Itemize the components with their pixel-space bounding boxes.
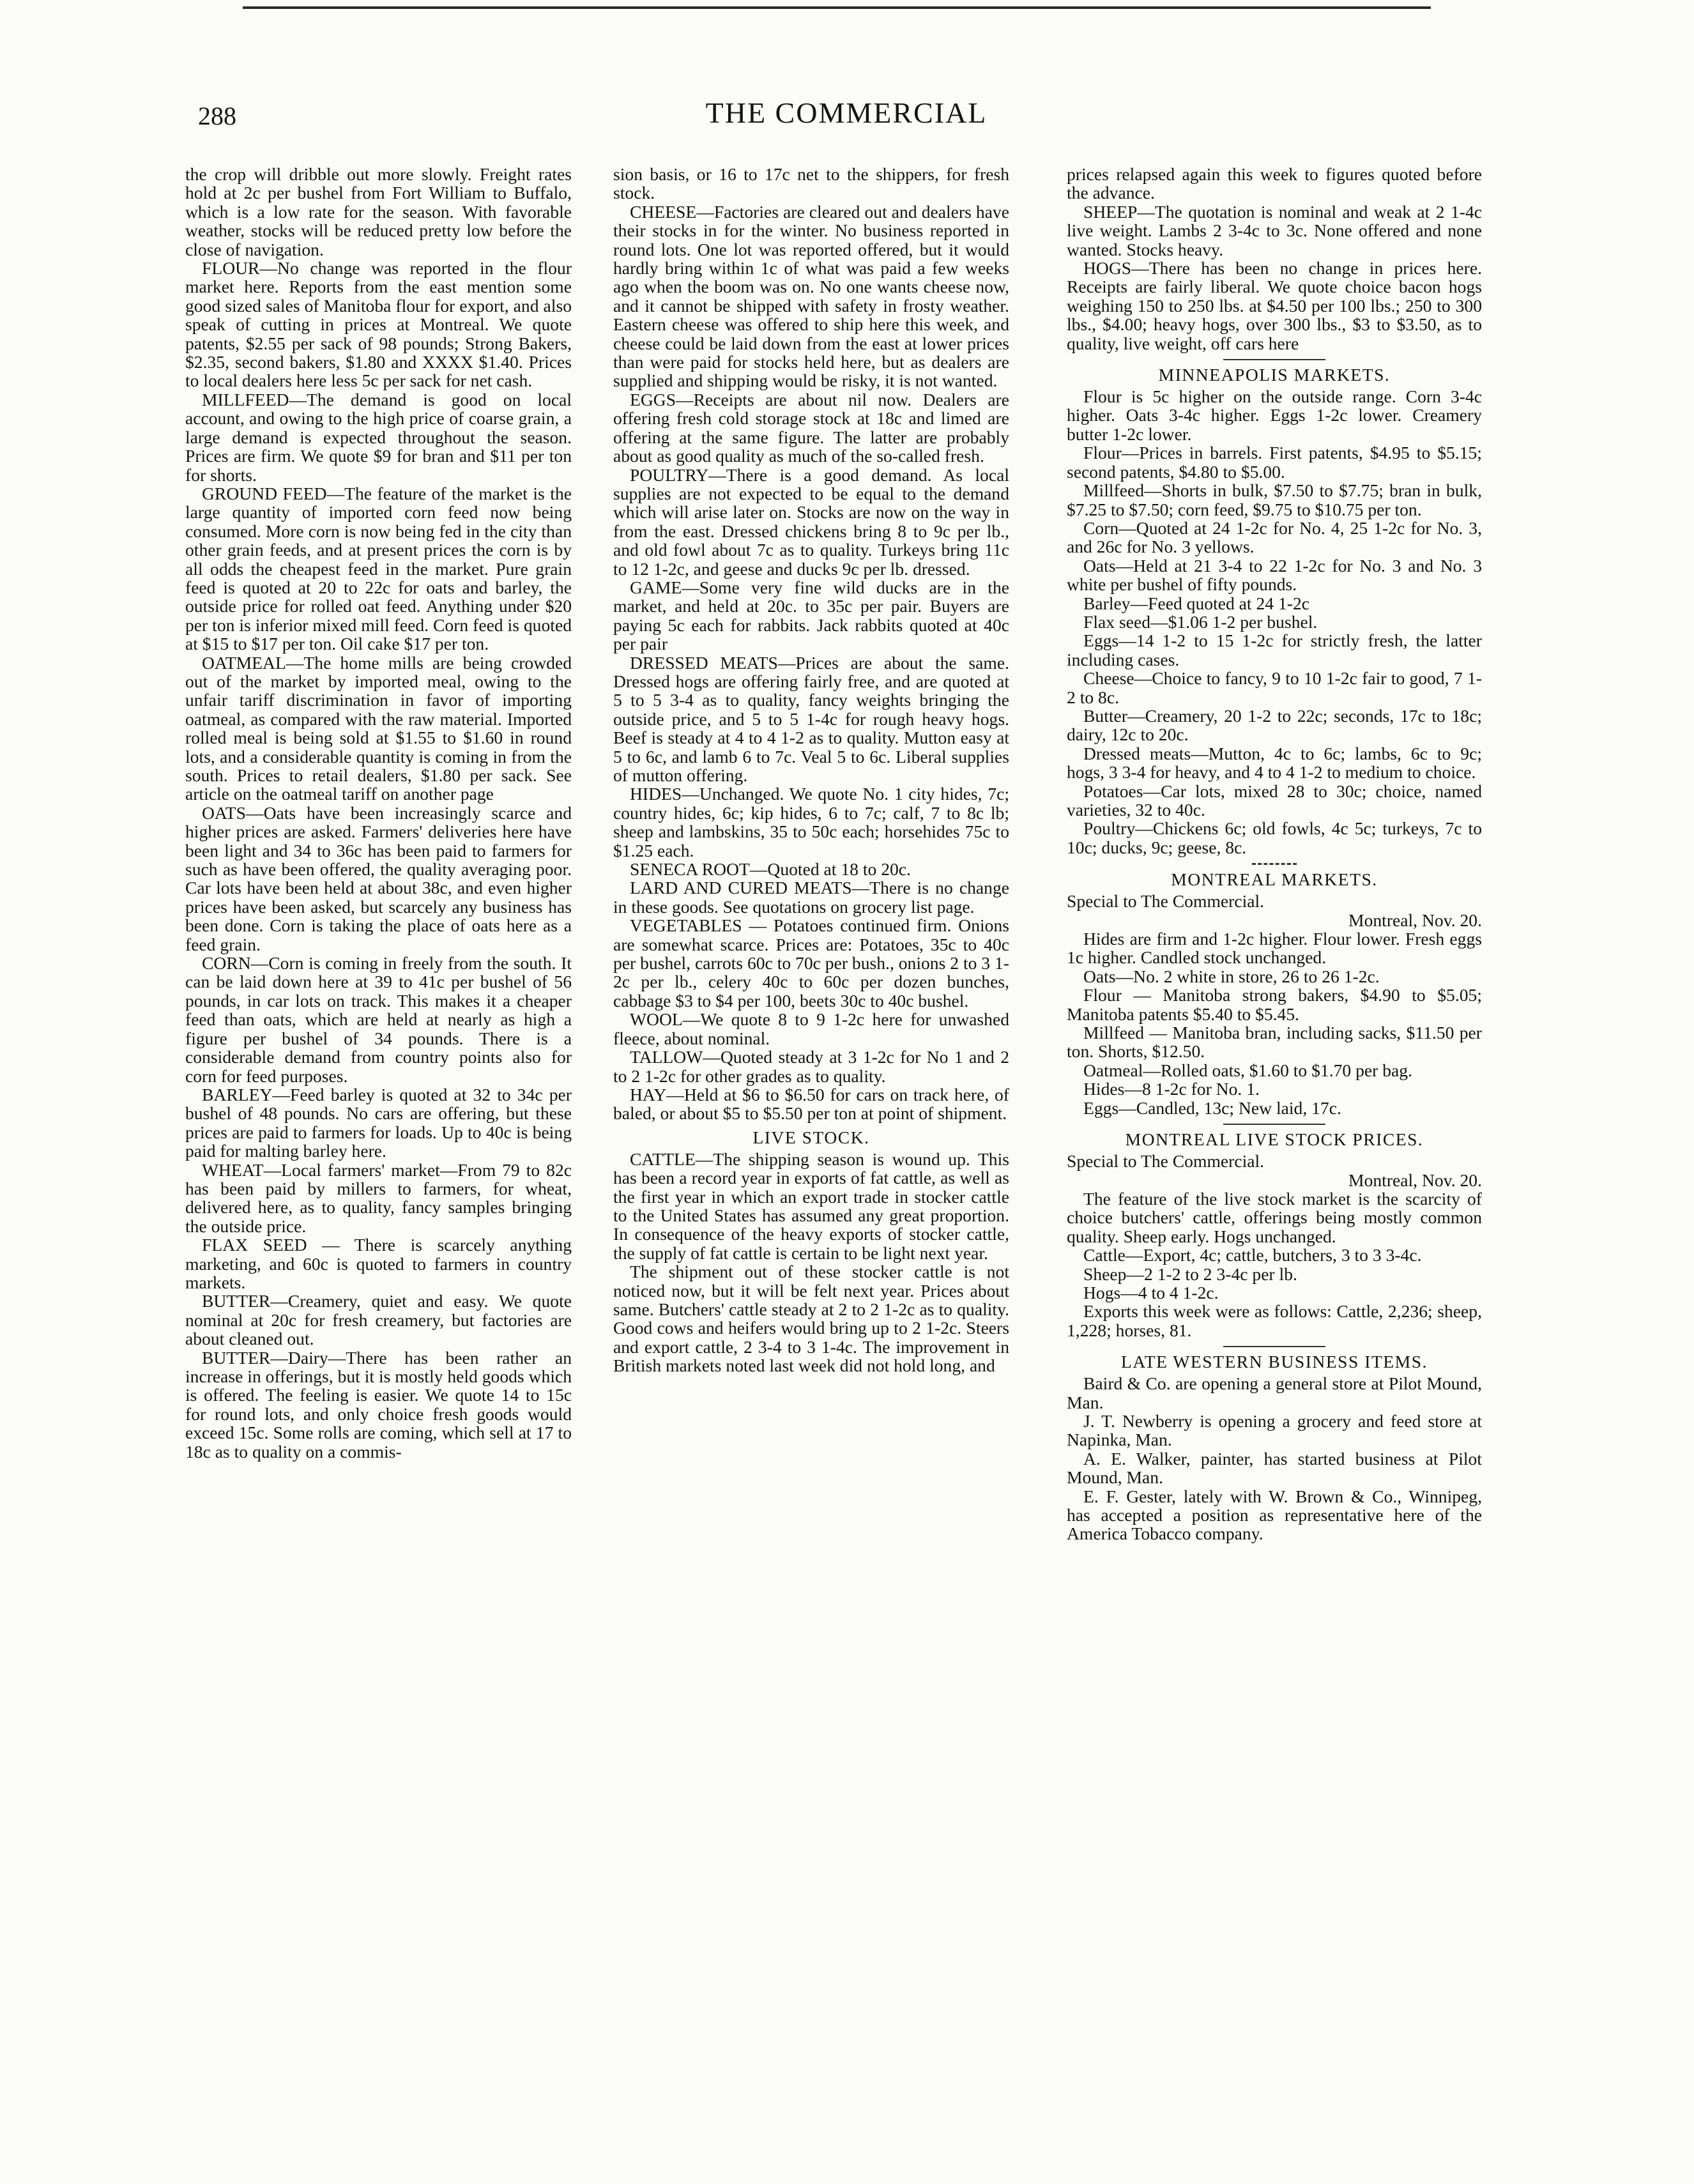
article-paragraph: Corn—Quoted at 24 1-2c for No. 4, 25 1-2c for No. 3, and 26c for No. 3 yellows.	[1067, 517, 1482, 557]
article-paragraph: DRESSED MEATS—Prices are about the same. Dressed hogs are offering fairly free, and are quoted at 5 to 5 3-4 as to quality, fancy weights bringing the outside price, and 5 to 5 1-4c for rough heavy hogs. Beef is steady at 4 to 4 1-2 as to quality. Mutton easy at 5 to 6c, and lamb 6 to 7c. Veal 5 to 6c. Liberal supplies of mutton offering.	[613, 652, 1009, 785]
article-paragraph: SENECA ROOT—Quoted at 18 to 20c.	[630, 859, 911, 880]
article-paragraph: WOOL—We quote 8 to 9 1-2c here for unwashed fleece, about nominal.	[613, 1009, 1009, 1048]
article-paragraph: Eggs—Candled, 13c; New laid, 17c.	[1083, 1097, 1341, 1118]
article-paragraph: Poultry—Chickens 6c; old fowls, 4c 5c; turkeys, 7c to 10c; ducks, 9c; geese, 8c.	[1067, 818, 1482, 857]
article-paragraph: BARLEY—Feed barley is quoted at 32 to 34c per bushel of 48 pounds. No cars are offering, but these prices are paid to farmers for loads. Up to 40c is being paid for malting barley here.	[185, 1084, 572, 1161]
article-paragraph: E. F. Gester, lately with W. Brown & Co., Winnipeg, has accepted a position as representative here of the America Tobacco company.	[1067, 1486, 1482, 1544]
special-notice: Special to The Commercial.	[1067, 891, 1265, 912]
dateline: Montreal, Nov. 20.	[1348, 1170, 1482, 1190]
article-paragraph: CORN—Corn is coming in freely from the south. It can be laid down here at 39 to 41c per bushel of 56 pounds, in car lots on track. This makes it a cheaper feed than oats, which are held at nearly as high a figure per bushel of 34 pounds. There is a considerable demand from country points also for corn for feed purposes.	[185, 953, 572, 1086]
article-paragraph: Millfeed—Shorts in bulk, $7.50 to $7.75; bran in bulk, $7.25 to $7.50; corn feed, $9.75 to $10.75 per ton.	[1067, 480, 1482, 519]
article-paragraph: Eggs—14 1-2 to 15 1-2c for strictly fresh, the latter including cases.	[1067, 630, 1482, 669]
article-paragraph: Hides are firm and 1-2c higher. Flour lower. Fresh eggs 1c higher. Candled stock unchanged.	[1067, 929, 1482, 968]
section-heading: LATE WESTERN BUSINESS ITEMS.	[1121, 1352, 1428, 1372]
article-paragraph: Exports this week were as follows: Cattle, 2,236; sheep, 1,228; horses, 81.	[1067, 1301, 1482, 1340]
article-paragraph: SHEEP—The quotation is nominal and weak at 2 1-4c live weight. Lambs 2 3-4c to 3c. None offered and none wanted. Stocks heavy.	[1067, 201, 1482, 259]
page-header	[192, 96, 1501, 141]
article-paragraph: HAY—Held at $6 to $6.50 for cars on track here, of baled, or about $5 to $5.50 per ton at point of shipment.	[613, 1084, 1009, 1124]
section-heading: LIVE STOCK.	[752, 1127, 870, 1147]
article-paragraph: FLAX SEED — There is scarcely anything marketing, and 60c is quoted to farmers in country markets.	[185, 1235, 572, 1292]
article-paragraph: FLOUR—No change was reported in the flour market here. Reports from the east mention some good sized sales of Manitoba flour for export, and also speak of cutting in prices at Montreal. We quote patents, $2.55 per sack of 98 pounds; Strong Bakers, $2.35, second bakers, $1.80 and XXXX $1.40. Prices to local dealers here less 5c per sack for net cash.	[185, 258, 572, 391]
column-1	[185, 165, 572, 2094]
article-paragraph: Flour — Manitoba strong bakers, $4.90 to $5.05; Manitoba patents $5.40 to $5.45.	[1067, 985, 1482, 1024]
column-2	[613, 165, 1009, 2094]
section-divider	[1252, 863, 1297, 865]
article-paragraph: BUTTER—Dairy—There has been rather an increase in offerings, but it is mostly held goods which is offered. The feeling is easier. We quote 14 to 15c for round lots, and only choice fresh goods would exceed 15c. Some rolls are coming, which sell at 17 to 18c as to quality on a commis-	[185, 1347, 572, 1462]
article-paragraph: Flour is 5c higher on the outside range. Corn 3-4c higher. Oats 3-4c higher. Eggs 1-2c lower. Creamery butter 1-2c lower.	[1067, 386, 1482, 444]
article-paragraph: HIDES—Unchanged. We quote No. 1 city hides, 7c; country hides, 6c; kip hides, 6 to 7c; calf, 7 to 8c lb; sheep and lambskins, 35 to 50c each; horsehides 75c to $1.25 each.	[613, 784, 1009, 860]
article-paragraph: HOGS—There has been no change in prices here. Receipts are fairly liberal. We quote choice bacon hogs weighing 150 to 250 lbs. at $4.50 per 100 lbs.; 250 to 300 lbs., $4.00; heavy hogs, over 300 lbs., $3 to $3.50, as to quality, live weight, off cars here	[1067, 258, 1482, 353]
article-paragraph: Sheep—2 1-2 to 2 3-4c per lb.	[1083, 1264, 1297, 1284]
article-paragraph: Barley—Feed quoted at 24 1-2c	[1083, 593, 1310, 613]
article-paragraph: Butter—Creamery, 20 1-2 to 22c; seconds, 17c to 18c; dairy, 12c to 20c.	[1067, 705, 1482, 745]
section-divider	[1223, 1124, 1325, 1125]
article-paragraph: LARD AND CURED MEATS—There is no change in these goods. See quotations on grocery list page.	[613, 878, 1009, 917]
article-paragraph: POULTRY—There is a good demand. As local supplies are not expected to be equal to the demand which will arise later on. Stocks are now on the way in from the east. Dressed chickens bring 8 to 9c per lb., and old fowl about 7c as to quality. Turkeys bring 11c to 12 1-2c, and geese and ducks 9c per lb. dressed.	[613, 464, 1009, 579]
section-heading: MONTREAL LIVE STOCK PRICES.	[1125, 1129, 1424, 1150]
article-paragraph: OATS—Oats have been increasingly scarce and higher prices are asked. Farmers' deliveries here have been light and 34 to 36c has been paid to farmers for such as have been offered, the quality averaging poor. Car lots have been held at about 38c, and even higher prices have been asked, but scarcely any business has been done. Corn is taking the place of oats here as a feed grain.	[185, 802, 572, 954]
article-paragraph: J. T. Newberry is opening a grocery and feed store at Napinka, Man.	[1067, 1410, 1482, 1450]
special-notice: Special to The Commercial.	[1067, 1151, 1265, 1172]
article-paragraph: Oats—Held at 21 3-4 to 22 1-2c for No. 3 and No. 3 white per bushel of fifty pounds.	[1067, 555, 1482, 595]
article-paragraph: Millfeed — Manitoba bran, including sacks, $11.50 per ton. Shorts, $12.50.	[1067, 1023, 1482, 1062]
article-paragraph: BUTTER—Creamery, quiet and easy. We quote nominal at 20c for fresh creamery, but factories are about cleaned out.	[185, 1291, 572, 1349]
article-paragraph: GAME—Some very fine wild ducks are in the market, and held at 20c. to 35c per pair. Buyers are paying 5c each for rabbits. Jack rabbits quoted at 40c per pair	[613, 577, 1009, 654]
article-paragraph: WHEAT—Local farmers' market—From 79 to 82c has been paid by millers to farmers, for wheat, delivered here, as to quality, fancy samples bringing the outside price.	[185, 1159, 572, 1236]
article-paragraph: CHEESE—Factories are cleared out and dealers have their stocks in for the winter. No business reported in round lots. One lot was reported offered, but it would hardly bring within 1c of what was paid a few weeks ago when the boom was on. No one wants cheese now, and it cannot be shipped with safety in frosty weather. Eastern cheese was offered to ship here this week, and cheese could be laid down from the east at lower prices than were paid for stocks held here, but as dealers are supplied and shipping would be risky, it is not wanted.	[613, 201, 1009, 391]
article-paragraph: Flax seed—$1.06 1-2 per bushel.	[1083, 611, 1318, 632]
article-paragraph: The shipment out of these stocker cattle is not noticed now, but it will be felt next year. Prices about same. Butchers' cattle steady at 2 to 2 1-2c as to quality. Good cows and heifers would bring up to 2 1-2c. Steers and export cattle, 2 3-4 to 3 1-4c. The improvement in British markets noted last week did not hold long, and	[613, 1262, 1009, 1376]
article-paragraph: Baird & Co. are opening a general store at Pilot Mound, Man.	[1067, 1373, 1482, 1412]
article-paragraph: The feature of the live stock market is the scarcity of choice butchers' cattle, offerings being mostly common quality. Sheep early. Hogs unchanged.	[1067, 1188, 1482, 1246]
article-paragraph: VEGETABLES — Potatoes continued firm. Onions are somewhat scarce. Prices are: Potatoes, 35c to 40c per bushel, carrots 60c to 70c per bush., onions 2 to 3 1-2c per lb., celery 40c to 60c per dozen bunches, cabbage $3 to $4 per 100, beets 30c to 40c bushel.	[613, 915, 1009, 1011]
page-number: 288	[198, 102, 236, 130]
section-heading: MINNEAPOLIS MARKETS.	[1158, 365, 1391, 385]
article-paragraph: Flour—Prices in barrels. First patents, $4.95 to $5.15; second patents, $4.80 to $5.00.	[1067, 443, 1482, 482]
section-divider	[1223, 359, 1325, 360]
article-paragraph: A. E. Walker, painter, has started business at Pilot Mound, Man.	[1067, 1448, 1482, 1488]
article-paragraph: Hogs—4 to 4 1-2c.	[1083, 1282, 1219, 1302]
section-divider	[1223, 1346, 1325, 1347]
article-paragraph: GROUND FEED—The feature of the market is the large quantity of imported corn feed now being consumed. More corn is now being fed in the city than other grain feeds, and at present prices the corn is by all odds the cheapest feed in the market. Pure grain feed is quoted at 20 to 22c for oats and barley, the outside price for rolled oat feed. Anything under $20 per ton is inferior mixed mill feed. Corn feed is quoted at $15 to $17 per ton. Oil cake $17 per ton.	[185, 483, 572, 654]
article-paragraph: the crop will dribble out more slowly. Freight rates hold at 2c per bushel from Fort William to Buffalo, which is a low rate for the season. With favorable weather, stocks will be reduced pretty low before the close of navigation.	[185, 165, 572, 259]
section-heading: MONTREAL MARKETS.	[1171, 869, 1378, 890]
article-paragraph: Cattle—Export, 4c; cattle, butchers, 3 to 3 3-4c.	[1083, 1245, 1422, 1265]
article-paragraph: Dressed meats—Mutton, 4c to 6c; lambs, 6c to 9c; hogs, 3 3-4 for heavy, and 4 to 4 1-2 to medium to choice.	[1067, 743, 1482, 783]
article-paragraph: Hides—8 1-2c for No. 1.	[1083, 1079, 1260, 1099]
article-paragraph: sion basis, or 16 to 17c net to the shippers, for fresh stock.	[613, 165, 1009, 203]
article-paragraph: MILLFEED—The demand is good on local account, and owing to the high price of coarse grain, a large demand is expected throughout the season. Prices are firm. We quote $9 for bran and $11 per ton for shorts.	[185, 389, 572, 485]
top-rule	[243, 6, 1431, 9]
article-paragraph: Oats—No. 2 white in store, 26 to 26 1-2c.	[1083, 966, 1380, 986]
article-paragraph: Cheese—Choice to fancy, 9 to 10 1-2c fair to good, 7 1-2 to 8c.	[1067, 668, 1482, 707]
dateline: Montreal, Nov. 20.	[1348, 910, 1482, 930]
article-paragraph: prices relapsed again this week to figures quoted before the advance.	[1067, 165, 1482, 203]
article-paragraph: TALLOW—Quoted steady at 3 1-2c for No 1 and 2 to 2 1-2c for other grades as to quality.	[613, 1047, 1009, 1086]
article-paragraph: EGGS—Receipts are about nil now. Dealers are offering fresh cold storage stock at 18c and limed are offering at the same figure. The latter are probably about as good quality as much of the so-called fresh.	[613, 389, 1009, 466]
masthead-title: THE COMMERCIAL	[705, 96, 988, 129]
article-paragraph: Potatoes—Car lots, mixed 28 to 30c; choice, named varieties, 32 to 40c.	[1067, 781, 1482, 820]
article-paragraph: CATTLE—The shipping season is wound up. This has been a record year in exports of fat cattle, as well as the first year in which an export trade in stocker cattle to the United States has assumed any great proportion. In consequence of the heavy exports of stocker cattle, the supply of fat cattle is certain to be light next year.	[613, 1149, 1009, 1263]
column-3	[1067, 165, 1482, 2094]
article-paragraph: OATMEAL—The home mills are being crowded out of the market by imported meal, owing to the unfair tariff discrimination in favor of importing oatmeal, as compared with the raw material. Imported rolled meal is being sold at $1.55 to $1.60 in round lots, and a considerable quantity is coming in from the south. Prices to retail dealers, $1.80 per sack. See article on the oatmeal tariff on another page	[185, 652, 572, 804]
article-paragraph: Oatmeal—Rolled oats, $1.60 to $1.70 per bag.	[1083, 1060, 1412, 1080]
